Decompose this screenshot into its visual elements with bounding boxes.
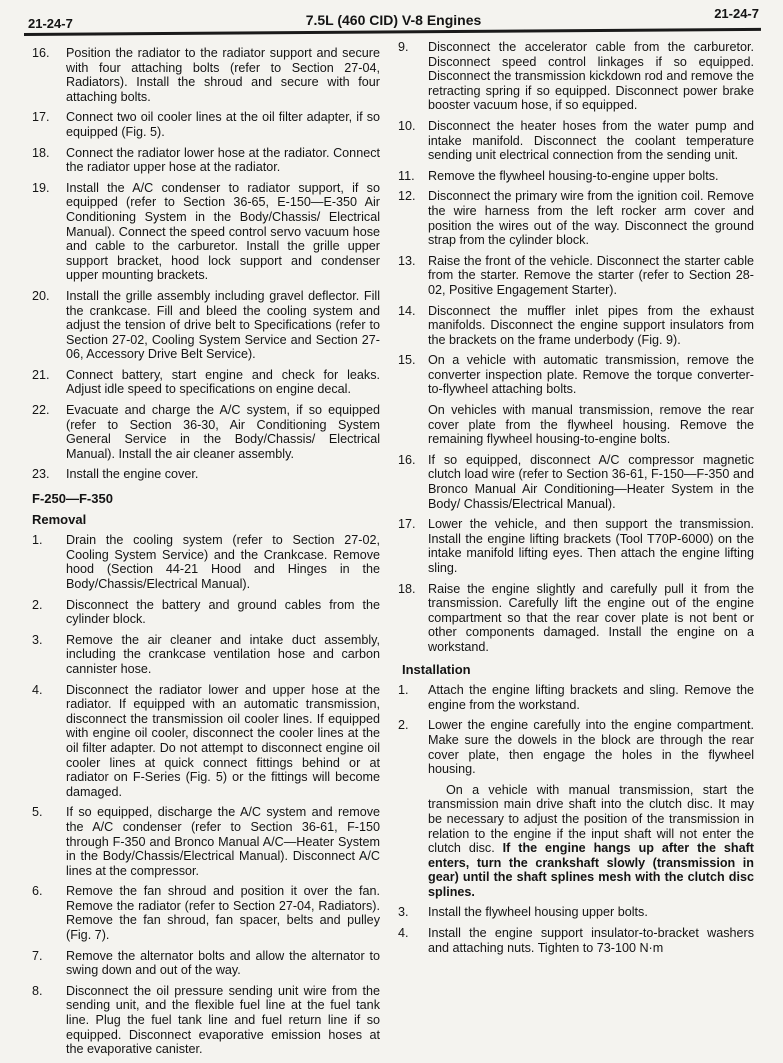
step-number: 19.	[32, 180, 50, 195]
list-item	[28, 181, 380, 283]
list-item	[398, 353, 754, 397]
list-item	[28, 805, 380, 878]
step-text: Disconnect the primary wire from the ignition coil. Remove the wire harness from the left rocker arm cover and position the wires out of the way. Disconnect the ground strap from the cylinder block.	[428, 189, 754, 248]
step-number: 3.	[398, 905, 409, 920]
right-column	[398, 40, 754, 961]
left-column	[28, 46, 380, 1063]
step-number: 18.	[32, 145, 50, 160]
list-item	[28, 46, 380, 104]
step-number: 23.	[32, 467, 50, 482]
step-number: 17.	[32, 110, 50, 125]
list-item	[398, 905, 754, 920]
step-number: 3.	[32, 632, 43, 647]
step-text: Drain the cooling system (refer to Section 27-02, Cooling System Service) and the Crankcase. Remove hood (Section 44-21 Hood and Hinges in the Body/Chassis/Electrical Manual).	[66, 533, 380, 591]
list-item	[398, 453, 754, 511]
installation-steps-list-continued	[398, 905, 754, 955]
list-item	[28, 403, 380, 461]
step-text: Attach the engine lifting brackets and sling. Remove the engine from the workstand.	[428, 683, 754, 712]
step-text: Disconnect the heater hoses from the water pump and intake manifold. Disconnect the coolant temperature sending unit electrical connection from the sending unit.	[428, 118, 754, 163]
installation-note-warning: If the engine hangs up after the shaft enters, turn the crankshaft slowly (transmission in gear) until the shaft splines mesh with the clutch disc splines.	[428, 841, 754, 899]
step-number: 5.	[32, 805, 43, 820]
step-text: Install the engine cover.	[66, 467, 199, 482]
step-text: Disconnect the accelerator cable from the carburetor. Disconnect speed control linkages if so equipped. Disconnect the transmission kickdown rod and remove the retracting spring if so equipped. Disconnect power brake booster vacuum hose, if so equipped.	[428, 40, 754, 113]
list-item	[28, 949, 380, 978]
page-number-right: 21-24-7	[714, 6, 759, 21]
step-number: 16.	[32, 46, 50, 60]
list-item	[28, 884, 380, 942]
step-text: On a vehicle with automatic transmission, remove the converter inspection plate. Remove the torque converter-to-flywheel attaching bolts.	[428, 353, 754, 397]
step-text: Remove the flywheel housing-to-engine upper bolts.	[428, 168, 719, 183]
list-item	[28, 289, 380, 362]
step-number: 15.	[398, 353, 416, 368]
list-item	[28, 984, 380, 1057]
list-item	[28, 633, 380, 677]
step-number: 9.	[398, 40, 409, 54]
step-number: 12.	[398, 189, 416, 204]
step-text: Position the radiator to the radiator support and secure with four attaching bolts (refer to Section 27-04, Radiators). Install the shroud and secure with four attaching bolts.	[66, 46, 380, 104]
step-text: Connect two oil cooler lines at the oil filter adapter, if so equipped (Fig. 5).	[66, 110, 380, 139]
removal-steps-list	[28, 533, 380, 1057]
step-text: Disconnect the oil pressure sending unit wire from the sending unit, and the flexible fuel line at the fuel tank line. Plug the fuel tank line and fuel return line if so equipped. Disconnect evaporative emission hoses at the evaporative canister.	[66, 983, 380, 1057]
page-title: 7.5L (460 CID) V-8 Engines	[305, 12, 482, 28]
list-item	[398, 304, 754, 348]
step-text: Install the engine support insulator-to-bracket washers and attaching nuts. Tighten to 73-100 N·m	[428, 926, 754, 955]
step-text: Remove the fan shroud and position it over the fan. Remove the radiator (refer to Section 27-04, Radiators). Remove the fan shroud, fan spacer, belts and pulley (Fig. 7).	[66, 884, 380, 943]
list-item	[398, 40, 754, 113]
installation-note-text: On a vehicle with manual transmission, start the transmission main drive shaft into the clutch disc. It may be necessary to adjust the position of the transmission in relation to the engine if the input shaft will not enter the clutch disc.	[428, 782, 754, 856]
left-steps-list	[28, 46, 380, 482]
list-item	[398, 926, 754, 955]
step-text: If so equipped, discharge the A/C system and remove the A/C condenser (refer to Section 36-61, F-150 through F-350 and Bronco Manual A/C—Heater System in the Body/Chassis/Electrical Manual). Disconnect A/C lines at the compressor.	[66, 805, 380, 878]
step-number: 7.	[32, 948, 43, 963]
step-number: 10.	[398, 118, 416, 133]
step-number: 1.	[32, 533, 43, 548]
page-number-left: 21-24-7	[28, 16, 73, 31]
removal-heading: Removal	[32, 511, 87, 527]
step-number: 21.	[32, 367, 50, 382]
list-item	[28, 146, 380, 175]
step-number: 13.	[398, 253, 416, 268]
removal-steps-final	[398, 453, 754, 655]
installation-steps-list	[398, 683, 754, 777]
list-item	[398, 718, 754, 776]
step-number: 2.	[32, 597, 43, 612]
installation-heading: Installation	[402, 661, 471, 677]
step-number: 4.	[398, 926, 409, 941]
step-number: 6.	[32, 884, 43, 899]
list-item	[28, 683, 380, 800]
list-item	[28, 368, 380, 397]
list-item	[398, 254, 754, 298]
list-item	[28, 533, 380, 591]
list-item	[398, 169, 754, 184]
step-text: Raise the engine slightly and carefully pull it from the transmission. Carefully lift the engine out of the engine compartment so that the rear cover plate is not bent or other components damaged. Install the engine on a workstand.	[428, 581, 754, 654]
step-number: 8.	[32, 983, 43, 998]
step-number: 4.	[32, 682, 43, 697]
page-header	[18, 4, 769, 44]
step-text: Disconnect the radiator lower and upper hose at the radiator. If equipped with an automatic transmission, disconnect the transmission oil cooler lines. If equipped with engine oil cooler, disconnect the cooler lines at the oil filter adapter. Do not attempt to disconnect engine oil cooler lines at quick connect fittings behind or at radiator on F-Series (Fig. 5) or the fittings will become damaged.	[66, 682, 380, 799]
step-text: Install the A/C condenser to radiator support, if so equipped (refer to Section 36-65, E-150—E-350 Air Conditioning System in the Body/Chassis/ Electrical Manual). Connect the speed control servo vacuum hose and cable to the carburetor. Install the grille upper support bracket, hood lock support and condenser upper mounting brackets.	[66, 180, 380, 283]
list-item	[398, 683, 754, 712]
step-text: Evacuate and charge the A/C system, if so equipped (refer to Section 36-30, Air Conditioning System General Service in the Body/Chassis/ Electrical Manual). Install the air cleaner assembly.	[66, 403, 380, 461]
list-item	[398, 582, 754, 655]
step-text: Remove the air cleaner and intake duct assembly, including the crankcase ventilation hose and carbon cannister hose.	[66, 632, 380, 676]
list-item	[398, 517, 754, 575]
step-text: Install the flywheel housing upper bolts.	[428, 905, 648, 920]
step-text: Lower the engine carefully into the engine compartment. Make sure the dowels in the block are through the rear cover plate, then engage the holes in the flywheel housing.	[428, 718, 754, 777]
step-text: If so equipped, disconnect A/C compressor magnetic clutch load wire (refer to Section 36-61, F-150—F-350 and Bronco Manual Air Conditioning—Heater System in the Body/ Chassis/Electrical Manual).	[428, 452, 754, 511]
step-text: Disconnect the battery and ground cables from the cylinder block.	[66, 597, 380, 627]
step-text: Install the grille assembly including gravel deflector. Fill the crankcase. Fill and bleed the cooling system and adjust the tension of drive belt to Specifications (refer to Section 27-02, Cooling System Service and Section 27-06, Accessory Drive Belt Service).	[66, 288, 380, 362]
step-text: Disconnect the muffler inlet pipes from the exhaust manifolds. Disconnect the engine support insulators from the brackets on the frame underbody (Fig. 9).	[428, 303, 754, 347]
step-text: Raise the front of the vehicle. Disconnect the starter cable from the starter. Remove the starter (refer to Section 28-02, Positive Engagement Starter).	[428, 253, 754, 297]
step-number: 20.	[32, 288, 50, 303]
manual-transmission-note: On vehicles with manual transmission, remove the rear cover plate from the flywheel housing. Remove the remaining flywheel housing-to-engine bolts.	[428, 403, 754, 447]
step-number: 14.	[398, 303, 416, 318]
list-item	[28, 110, 380, 139]
step-number: 1.	[398, 683, 409, 698]
section-heading: F-250—F-350	[32, 491, 113, 507]
step-text: Lower the vehicle, and then support the transmission. Install the engine lifting brackets (Tool T70P-6000) on the intake manifold lifting eyes. Then attach the engine lifting sling.	[428, 517, 754, 575]
installation-note	[428, 783, 754, 900]
step-number: 2.	[398, 718, 409, 733]
step-number: 18.	[398, 581, 416, 596]
list-item	[28, 467, 380, 482]
step-number: 16.	[398, 452, 416, 467]
removal-steps-continued	[398, 40, 754, 397]
step-number: 17.	[398, 517, 416, 532]
list-item	[398, 189, 754, 247]
step-number: 22.	[32, 403, 50, 418]
step-text: Remove the alternator bolts and allow the alternator to swing down and out of the way.	[66, 948, 380, 978]
list-item	[398, 119, 754, 163]
step-text: Connect the radiator lower hose at the radiator. Connect the radiator upper hose at the radiator.	[66, 145, 380, 175]
step-text: Connect battery, start engine and check for leaks. Adjust idle speed to specifications on engine decal.	[66, 367, 380, 397]
step-number: 11.	[398, 168, 415, 183]
list-item	[28, 598, 380, 627]
